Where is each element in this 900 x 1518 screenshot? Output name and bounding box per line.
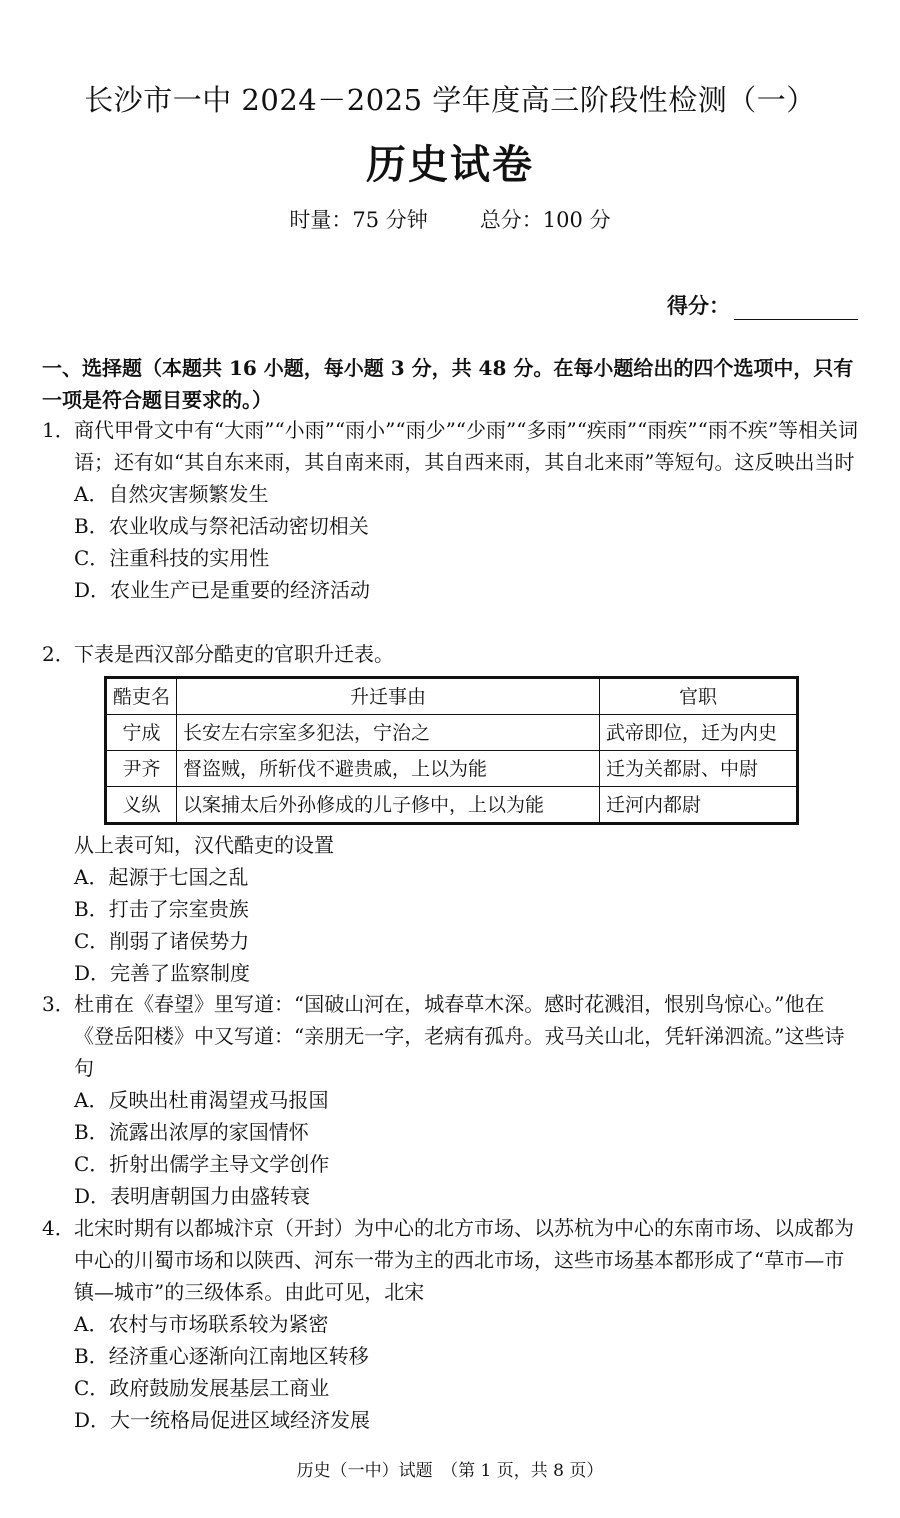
table-cell: 迁河内都尉 [600, 787, 798, 824]
section-heading: 一、选择题（本题共 16 小题，每小题 3 分，共 48 分。在每小题给出的四个选项中，只有一项是符合题目要求的。） [42, 356, 854, 412]
option-d[interactable]: D．表明唐朝国力由盛转衰 [74, 1184, 311, 1208]
table-header: 升迁事由 [177, 678, 600, 715]
table-row [106, 715, 798, 751]
option-d[interactable]: D．完善了监察制度 [74, 961, 251, 985]
page-footer: 历史（一中）试题 （第 1 页，共 8 页） [296, 1461, 604, 1481]
question-text: 北宋时期有以都城汴京（开封）为中心的北方市场、以苏杭为中心的东南市场、以成都为中心的川蜀市场和以陕西、河东一带为主的西北市场，这些市场基本都形成了“草市—市镇—城市”的三级体系。由此可见，北宋 [74, 1216, 854, 1304]
question-1 [42, 414, 862, 606]
question-text: 杜甫在《春望》里写道：“国破山河在，城春草木深。感时花溅泪，恨别鸟惊心。”他在《登岳阳楼》中又写道：“亲朋无一字，老病有孤舟。戎马关山北，凭轩涕泗流。”这些诗句 [74, 992, 845, 1080]
table-cell: 迁为关都尉、中尉 [600, 751, 798, 787]
score-field [667, 290, 858, 320]
option-b[interactable]: B．经济重心逐渐向江南地区转移 [74, 1344, 369, 1368]
table-cell: 义纵 [106, 787, 177, 824]
table-cell: 督盗贼，所斩伐不避贵戚，上以为能 [177, 751, 600, 787]
option-a[interactable]: A．农村与市场联系较为紧密 [74, 1312, 329, 1336]
question-stem [42, 1212, 862, 1308]
option-a[interactable]: A．起源于七国之乱 [74, 865, 249, 889]
question-number: 3． [42, 992, 75, 1016]
official-promotion-table [104, 676, 799, 825]
score-blank[interactable] [734, 297, 858, 320]
question-number: 1． [42, 418, 75, 442]
table-cell: 尹齐 [106, 751, 177, 787]
question-stem [42, 638, 862, 670]
table-cell: 宁成 [106, 715, 177, 751]
table-row [106, 787, 798, 824]
time-limit: 时量：75 分钟 [289, 208, 428, 232]
option-c[interactable]: C．注重科技的实用性 [74, 546, 270, 570]
question-stem [42, 988, 862, 1084]
subject-title: 历史试卷 [366, 141, 534, 188]
option-c[interactable]: C．削弱了诸侯势力 [74, 929, 250, 953]
question-3 [42, 988, 862, 1212]
total-score: 总分：100 分 [479, 208, 611, 232]
exam-meta [0, 204, 900, 234]
table-header-row [106, 678, 798, 715]
question-4 [42, 1212, 862, 1436]
table-cell: 武帝即位，迁为内史 [600, 715, 798, 751]
question-stem [42, 414, 862, 478]
option-c[interactable]: C．折射出儒学主导文学创作 [74, 1152, 330, 1176]
option-d[interactable]: D．大一统格局促进区域经济发展 [74, 1408, 371, 1432]
question-followup: 从上表可知，汉代酷吏的设置 [74, 833, 334, 857]
option-b[interactable]: B．打击了宗室贵族 [74, 897, 249, 921]
option-b[interactable]: B．流露出浓厚的家国情怀 [74, 1120, 309, 1144]
table-cell: 以案捕太后外孙修成的儿子修中，上以为能 [177, 787, 600, 824]
option-b[interactable]: B．农业收成与祭祀活动密切相关 [74, 514, 369, 538]
table-header: 官职 [600, 678, 798, 715]
exam-title: 长沙市一中 2024－2025 学年度高三阶段性检测（一） [84, 83, 816, 117]
option-a[interactable]: A．反映出杜甫渴望戎马报国 [74, 1088, 329, 1112]
table-cell: 长安左右宗室多犯法，宁治之 [177, 715, 600, 751]
table-row [106, 751, 798, 787]
question-number: 4． [42, 1216, 75, 1240]
question-number: 2． [42, 642, 75, 666]
score-label: 得分： [667, 293, 730, 318]
question-text: 下表是西汉部分酷吏的官职升迁表。 [74, 642, 394, 666]
table-header: 酷吏名 [106, 678, 177, 715]
option-a[interactable]: A．自然灾害频繁发生 [74, 482, 269, 506]
question-text: 商代甲骨文中有“大雨”“小雨”“雨小”“雨少”“少雨”“多雨”“疾雨”“雨疾”“雨不疾”等相关词语；还有如“其自东来雨，其自南来雨，其自西来雨，其自北来雨”等短句。这反映出当时 [74, 418, 859, 474]
option-c[interactable]: C．政府鼓励发展基层工商业 [74, 1376, 330, 1400]
option-d[interactable]: D．农业生产已是重要的经济活动 [74, 578, 371, 602]
question-2 [42, 638, 862, 989]
